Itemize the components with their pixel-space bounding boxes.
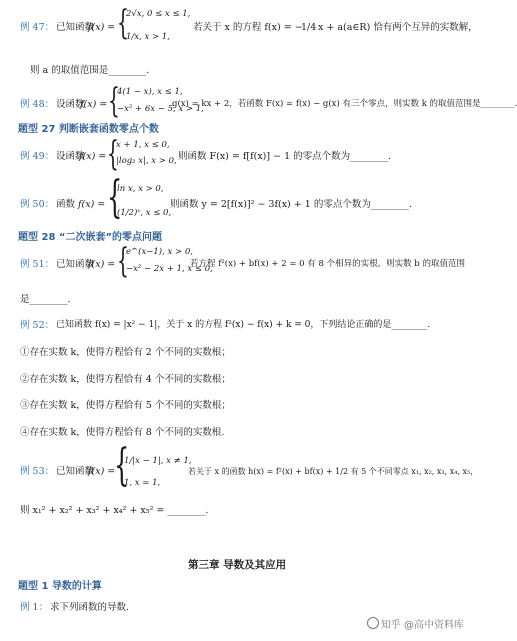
case-2: −x² − 2x + 1, x ≤ 0, (126, 264, 213, 274)
chapter-title: 第三章 导数及其应用 (188, 559, 287, 571)
zhihu-icon (367, 617, 379, 629)
case-1: e^(x−1), x > 0, (126, 247, 193, 257)
question-rest: g(x) = kx + 2，若函数 F(x) = f(x) − g(x) 有三个零点，则实数 k 的取值范围是________. (172, 99, 517, 109)
case-2: 1/x, x > 1, (126, 32, 170, 42)
example-label: 例 1： (20, 602, 49, 613)
function-name: f(x) = (78, 199, 106, 210)
example-label: 例 49： (20, 151, 55, 162)
case-1: ln x, x > 0, (117, 184, 164, 194)
equation-part: 若关于 x 的方程 f(x) = − (193, 22, 303, 33)
brace-icon: { (108, 81, 120, 121)
example-lead: 已知函数 (56, 22, 95, 33)
question-rest: 则函数 y = 2[f(x)]² − 3f(x) + 1 的零点个数为________. (170, 199, 412, 210)
case-1: x + 1, x ≤ 0, (116, 140, 170, 150)
case-1: 4(1 − x), x ≤ 1, (117, 87, 183, 97)
example-label: 例 50： (20, 199, 55, 210)
question-rest: 则函数 F(x) = f[f(x)] − 1 的零点个数为________. (178, 151, 392, 162)
option-3: ③存在实数 k，使得方程恰有 5 个不同的实数根； (20, 400, 231, 411)
function-name: f(x) = (80, 99, 108, 110)
brace-icon: { (117, 241, 129, 281)
example-lead: 已知函数 (56, 466, 95, 477)
example-lead: 设函数 (56, 99, 85, 110)
fraction: 1/4 (301, 22, 317, 33)
question-tail: 则 a 的取值范围是________. (30, 65, 150, 76)
example-label: 例 53： (20, 466, 55, 477)
question-rest: 若关于 x 的函数 h(x) = f²(x) + bf(x) + 1/2 有 5 个不同零点 x₁, x₂, x₃, x₄, x₅， (188, 467, 479, 476)
case-2: (1/2)ˣ, x ≤ 0, (117, 208, 172, 218)
brace-icon: { (107, 134, 119, 174)
example-lead: 已知函数 (56, 259, 95, 270)
case-2: |log₂ x|, x > 0, (116, 156, 177, 166)
example-label: 例 48： (20, 99, 55, 110)
example-lead: 设函数 (56, 151, 85, 162)
section-title: 题型 28 “二次嵌套”的零点问题 (18, 232, 163, 243)
section-title: 题型 27 判断嵌套函数零点个数 (18, 124, 159, 135)
function-name: f(x) = (88, 22, 116, 33)
example-label: 例 52： (20, 320, 55, 331)
option-2: ②存在实数 k，使得方程恰有 4 个不同的实数根； (20, 374, 231, 385)
brace-icon: { (107, 172, 123, 223)
brace-icon: { (117, 3, 129, 43)
example-label: 例 51： (20, 259, 55, 270)
option-1: ①存在实数 k，使得方程恰有 2 个不同的实数根； (20, 347, 231, 358)
question-text: 已知函数 f(x) = |x² − 1|，关于 x 的方程 f²(x) − f(x) + k = 0，下列结论正确的是________. (56, 320, 431, 330)
function-name: f(x) = (79, 151, 107, 162)
case-2: 1, x = 1, (124, 478, 161, 488)
option-4: ④存在实数 k，使得方程恰有 8 个不同的实数根. (20, 427, 225, 438)
equation-part-2: x + a(a∈R) 恰有两个互异的实数解， (318, 22, 478, 33)
question-tail: 则 x₁² + x₂² + x₃² + x₄² + x₅² = ________. (20, 505, 209, 516)
watermark-text: 知乎 @高中资料库 (380, 620, 464, 631)
brace-icon: { (114, 440, 130, 491)
case-1: 1/|x − 1|, x ≠ 1, (124, 456, 192, 466)
function-name: f(x) = (88, 259, 116, 270)
function-name: f(x) = (88, 466, 116, 477)
section-title: 题型 1 导数的计算 (18, 581, 102, 592)
watermark (367, 616, 464, 631)
question-rest: 若方程 f²(x) + bf(x) + 2 = 0 有 8 个相异的实根，则实数 b 的取值范围 (190, 259, 465, 269)
example-lead: 函数 (56, 199, 76, 210)
case-2: −x² + 6x − 5, x > 1, (117, 104, 204, 114)
question-tail: 是________. (20, 294, 71, 305)
question-text: 求下列函数的导数. (50, 602, 130, 613)
case-1: 2√x, 0 ≤ x ≤ 1, (126, 9, 191, 19)
example-label: 例 47： (20, 22, 55, 33)
